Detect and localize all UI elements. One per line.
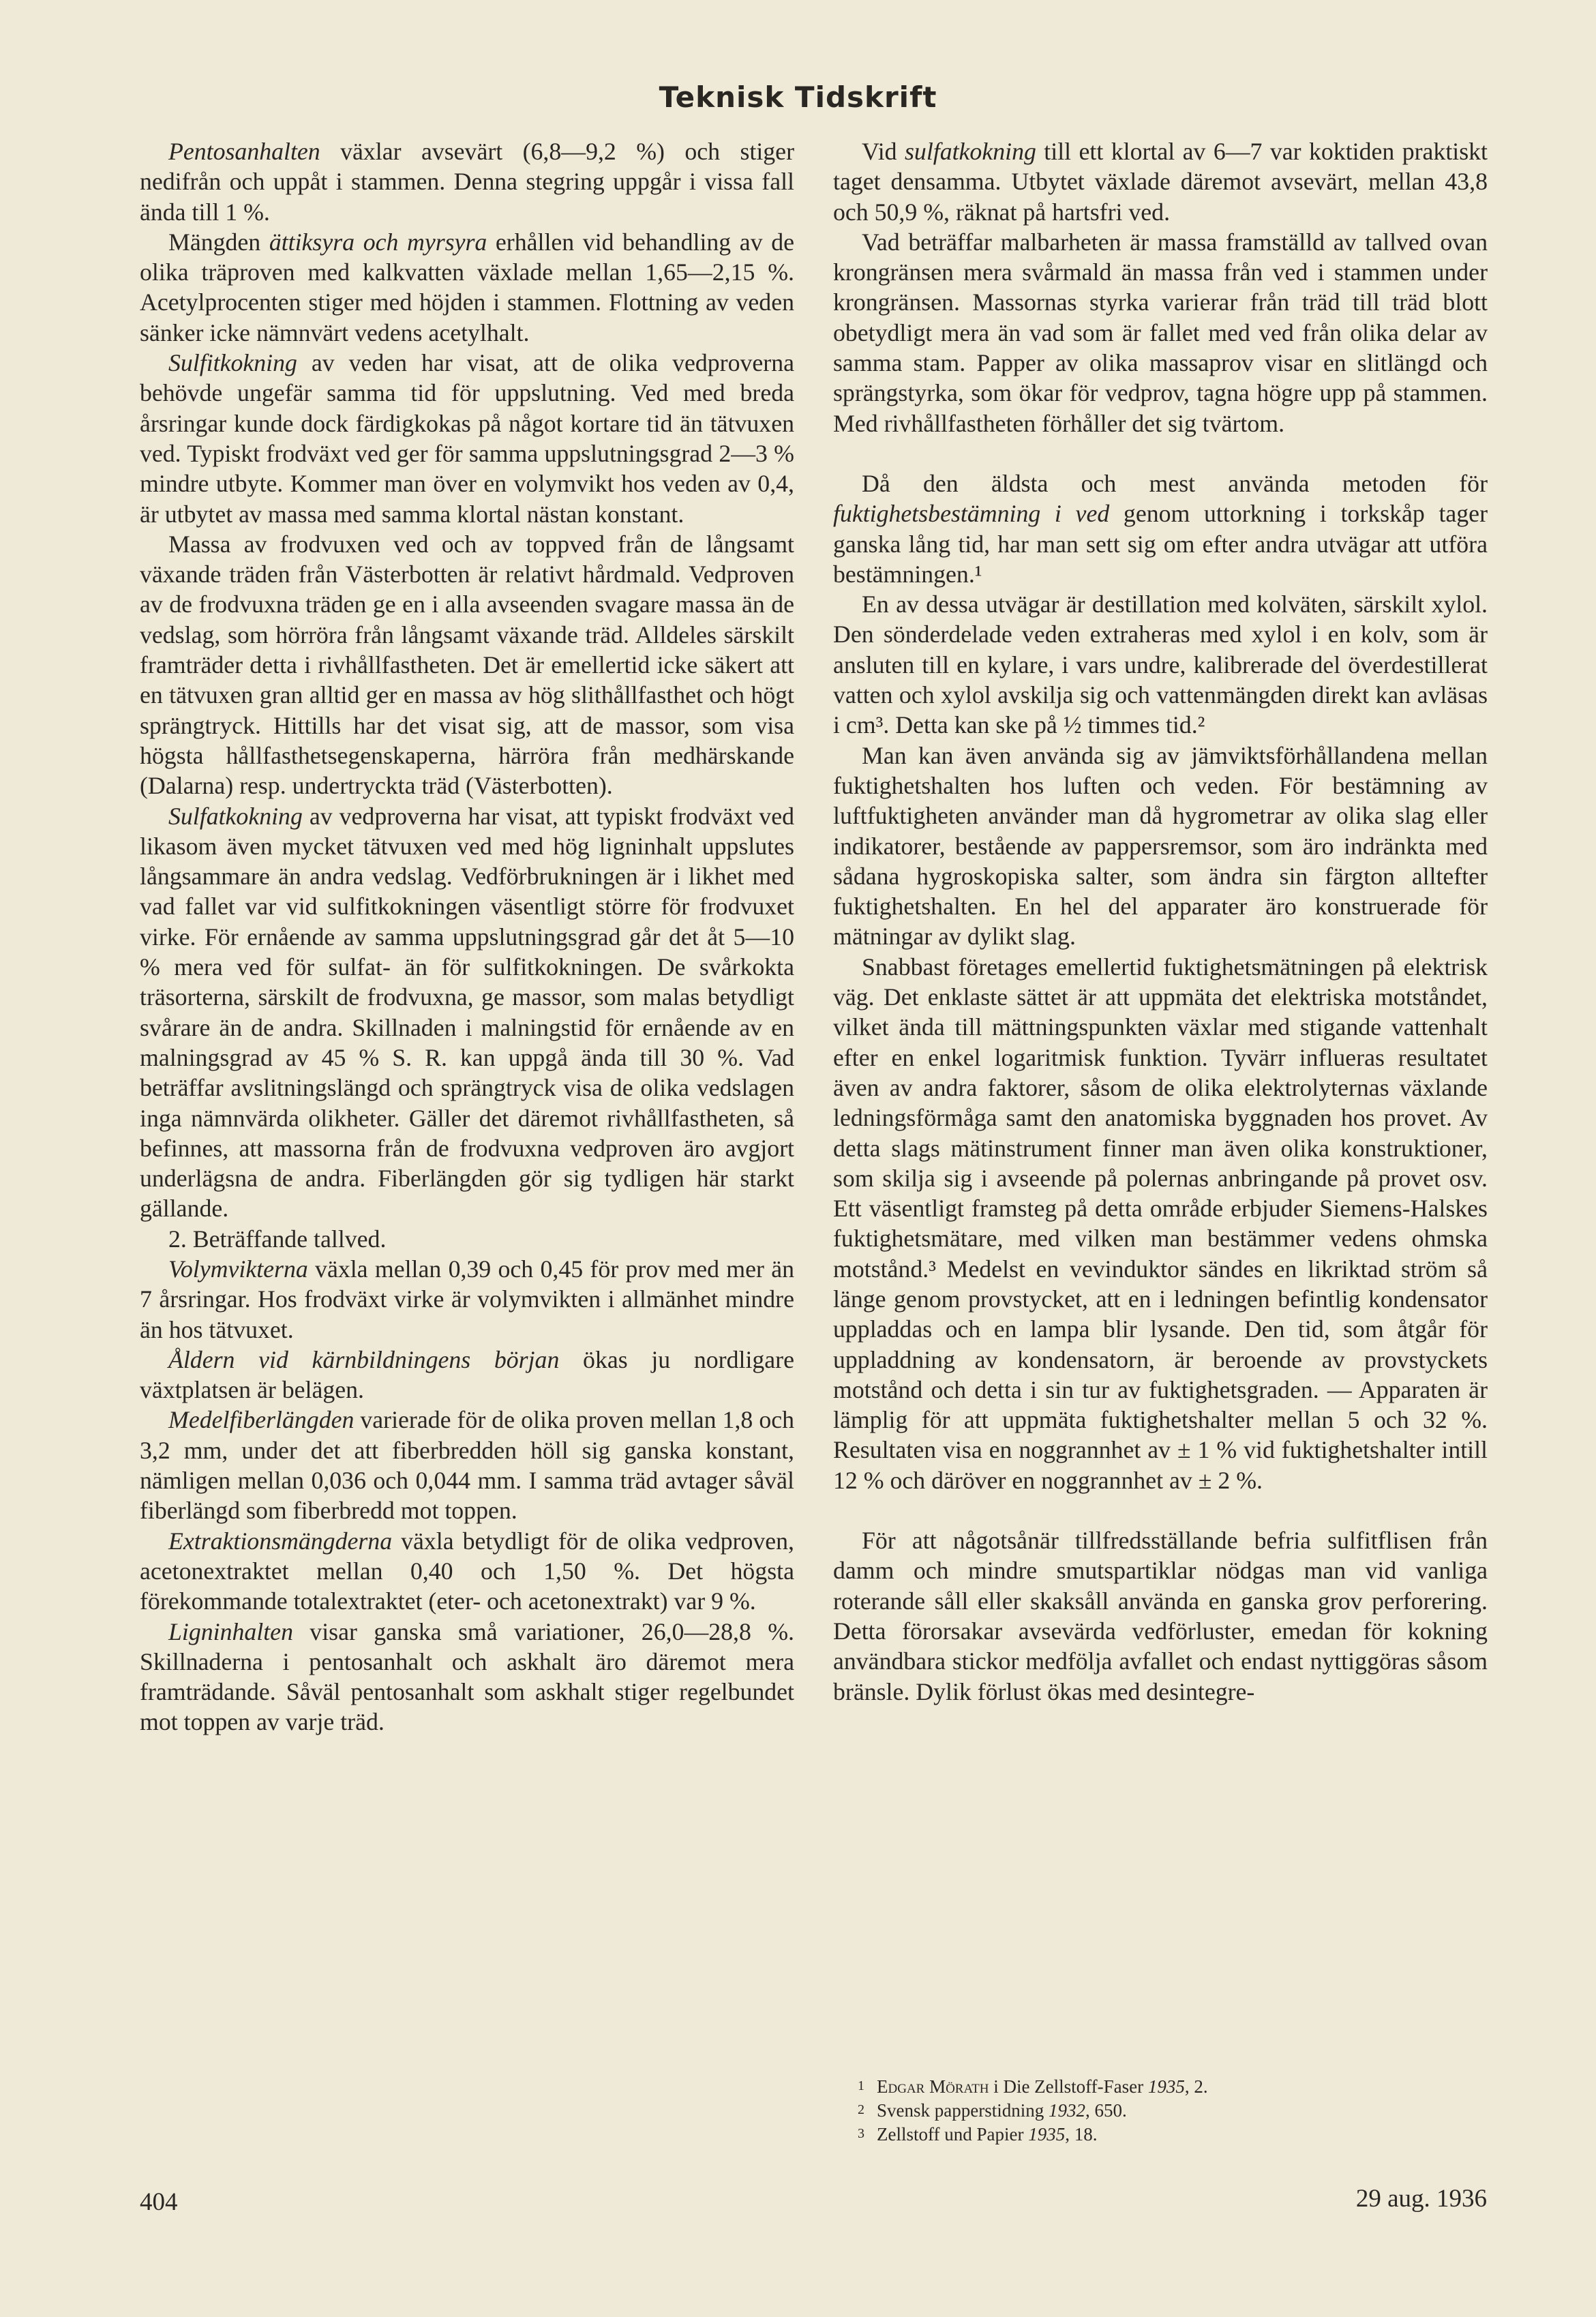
- paragraph-text: 2. Beträffande tallved.: [168, 1225, 387, 1253]
- footnotes: [858, 2074, 1471, 2146]
- footnote-year: 1935: [1028, 2124, 1066, 2144]
- paragraph-text: växlar avsevärt (6,8—9,2 %) och stiger nedifrån och uppåt i stammen. Denna stegring uppgår i vissa fall ända till 1 %.: [140, 138, 794, 226]
- italic-term: Pentosanhalten: [168, 138, 320, 165]
- footnote-page: , 2.: [1184, 2076, 1208, 2097]
- paragraph: [140, 227, 794, 348]
- paragraph-text: till ett klortal av 6—7 var koktiden praktiskt taget densamma. Utbytet växlade däremot avsevärt, mellan 43,8 och 50,9 %, räknat på hartsfri ved.: [833, 138, 1488, 226]
- paragraph: [833, 136, 1488, 227]
- right-column: [833, 136, 1488, 1707]
- paragraph-text: växla mellan 0,39 och 0,45 för prov med mer än 7 årsringar. Hos frodväxt virke är volymvikten i allmänhet mindre än hos tätvuxet.: [140, 1255, 794, 1343]
- paragraph: [833, 952, 1488, 1495]
- paragraph: [140, 801, 794, 1224]
- footnote-source: Zellstoff und Papier: [877, 2124, 1029, 2144]
- paragraph-text: varierade för de olika proven mellan 1,8 och 3,2 mm, under det att fiberbredden höll sig ganska konstant, nämligen mellan 0,036 och 0,044 mm. I samma träd avtager såväl fiberlängd som fiberbredd mot toppen.: [140, 1406, 794, 1525]
- paragraph-text: genom uttorkning i torkskåp tager ganska lång tid, har man sett sig om efter andra utvägar att utföra bestämningen.¹: [833, 500, 1488, 588]
- paragraph: [140, 1224, 794, 1254]
- paragraph: [140, 1405, 794, 1525]
- paragraph: [140, 136, 794, 227]
- paragraph-text: av vedproverna har visat, att typiskt frodväxt ved likasom även mycket tätvuxen ved med hög ligninhalt uppslutes långsammare än andra vedslag. Vedförbrukningen är i likhet med vad fallet var vid sulfitkokningen väsentligt större för frodvuxet virke. För ernående av samma uppslutningsgrad går det åt 5—10 % mera ved för sulfat- än för sulfitkokningen. De svårkokta träsorterna, särskilt de frodvuxna, ge massor, som malas betydligt svårare än de andra. Skillnaden i malningstid för ernående av en malningsgrad av 45 % S. R. kan uppgå ända till 30 %. Vad beträffar avslitningslängd och sprängtryck visa de olika vedslagen inga nämnvärda olikheter. Gäller det däremot rivhållfastheten, så befinnes, att massorna från de frodvuxna vedproven äro avgjort underlägsna de andra. Fiberlängden gör sig tydligen här starkt gällande.: [140, 802, 794, 1223]
- paragraph-text: erhållen vid behandling av de olika träproven med kalkvatten växlade mellan 1,65—2,15 %. Acetylprocenten stiger med höjden i stammen. Flottning av veden sänker icke nämnvärt vedens acetylhalt.: [140, 228, 794, 346]
- italic-term: ättiksyra och myrsyra: [269, 228, 487, 256]
- paragraph: [140, 1345, 794, 1405]
- italic-term: Sulfitkokning: [168, 349, 297, 377]
- paragraph: [833, 468, 1488, 589]
- footnote: [858, 2122, 1471, 2146]
- italic-term: Sulfatkokning: [168, 802, 303, 830]
- paragraph-text: Snabbast företages emellertid fuktighetsmätningen på elektrisk väg. Det enklaste sättet är att uppmäta det elektriska motståndet, vilket ända till mättningspunkten växlar med stigande vattenhalt efter en enkel logaritmisk funktion. Tyvärr influeras resultatet även av andra faktorer, såsom de olika elektrolyternas växlande ledningsförmåga samt den anatomiska byggnaden hos provet. Av detta slags mätinstrument finner man även olika konstruktioner, som skilja sig i avseende på polernas anbringande på provet osv. Ett väsentligt framsteg på detta område erbjuder Siemens-Halskes fuktighetsmätare, med vilken man bestämmer vedens ohmska motstånd.³ Medelst en vevinduktor sändes en likriktad ström så länge genom provstycket, att en i ledningen befintlig kondensator uppladdas och en lampa blir lysande. Den tid, som åtgår för uppladdning av kondensatorn, är beroende av provstyckets motstånd och detta i sin tur av fuktighetsgraden. — Apparaten är lämplig för att uppmäta fuktighetshalter mellan 5 och 32 %. Resultaten visa en noggrannhet av ± 1 % vid fuktighetshalter intill 12 % och däröver en noggrannhet av ± 2 %.: [833, 953, 1488, 1494]
- left-column: [140, 136, 794, 1737]
- footnote: [858, 2074, 1471, 2098]
- footnote-mark: 3: [858, 2126, 864, 2141]
- paragraph: [140, 1526, 794, 1617]
- paragraph: [140, 348, 794, 529]
- journal-header: Teknisk Tidskrift: [659, 80, 937, 114]
- paragraph-text: Då den äldsta och mest använda metoden för: [862, 469, 1488, 497]
- footnote-author: Edgar Mörath: [877, 2076, 989, 2097]
- paragraph-text: visar ganska små variationer, 26,0—28,8 %. Skillnaderna i pentosanhalt och askhalt äro däremot mera framträdande. Såväl pentosanhalt som askhalt stiger regelbundet mot toppen av varje träd.: [140, 1617, 794, 1736]
- paragraph-text: Massa av frodvuxen ved och av toppved från de långsamt växande träden från Västerbotten är relativt hårdmald. Vedproven av de frodvuxna träden ge en i alla avseenden svagare massa än de vedslag, som hörröra från långsamt växande träd. Alldeles särskilt framträder detta i rivhållfastheten. Det är emellertid icke säkert att en tätvuxen gran alltid ger en massa av hög slithållfasthet och högt sprängtryck. Hittills har det visat sig, att de massor, som visa högsta hållfasthetsegenskaperna, härröra från medhärskande (Dalarna) resp. undertryckta träd (Västerbotten).: [140, 530, 794, 800]
- footnote: [858, 2098, 1471, 2122]
- footnote-mark: 1: [858, 2078, 864, 2093]
- paragraph: [833, 589, 1488, 740]
- paragraph-text: ökas ju nordligare växtplatsen är belägen.: [140, 1345, 794, 1404]
- footnote-mark: 2: [858, 2102, 864, 2117]
- paragraph-text: Man kan även använda sig av jämviktsförhållandena mellan fuktighetshalten hos luften och veden. För bestämning av luftfuktigheten använder man då hygrometrar av olika slag eller indikatorer, bestående av pappersremsor, som äro indränkta med sådana hygroskopiska salter, som ändra sin färgton alltefter fuktighetshalten. En hel del apparater äro konstruerade för mätningar av dylikt slag.: [833, 741, 1488, 951]
- paragraph: [833, 227, 1488, 438]
- italic-term: Åldern vid kärnbildningens början: [168, 1345, 560, 1373]
- italic-term: fuktighetsbestämning i ved: [833, 500, 1110, 528]
- footnote-year: 1932: [1048, 2100, 1085, 2121]
- paragraph: [140, 529, 794, 801]
- paragraph-text: Vad beträffar malbarheten är massa framställd av tallved ovan krongränsen mera svårmald än massa från ved i stammen under krongränsen. Massornas styrka varierar från träd till träd blott obetydligt mera än vad som är fallet med ved från olika delar av samma stam. Papper av olika massaprov visar en slitlängd och sprängstyrka, som ökar för vedprov, tagna högre upp på stammen. Med rivhållfastheten förhåller det sig tvärtom.: [833, 228, 1488, 437]
- italic-term: Extraktionsmängderna: [168, 1527, 393, 1555]
- italic-term: Ligninhalten: [168, 1617, 293, 1645]
- italic-term: Medelfiberlängden: [168, 1406, 355, 1434]
- footnote-source: Svensk papperstidning: [877, 2100, 1049, 2121]
- paragraph-text: Mängden: [168, 228, 269, 256]
- footnote-page: , 18.: [1065, 2124, 1098, 2144]
- paragraph-text: av veden har visat, att de olika vedproverna behövde ungefär samma tid för uppslutning. Ved med breda årsringar kunde dock färdigkokas på något kortare tid än tätvuxen ved. Typiskt frodväxt ved ger för samma uppslutningsgrad 2—3 % mindre utbyte. Kommer man över en volymvikt hos veden av 0,4, är utbytet av massa med samma klortal nästan konstant.: [140, 349, 794, 528]
- paragraph: [833, 741, 1488, 952]
- footnote-source: i Die Zellstoff-Faser: [989, 2076, 1148, 2097]
- footnote-year: 1935: [1147, 2076, 1185, 2097]
- paragraph-text: För att någotsånär tillfredsställande befria sulfitflisen från damm och mindre smutspartiklar nödgas man vid vanliga roterande såll eller skaksåll använda en ganska grov perforering. Detta förorsakar avsevärda vedförluster, emedan för kokning användbara stickor medfölja avfallet och endast nyttiggöras såsom bränsle. Dylik förlust ökas med desintegre-: [833, 1527, 1488, 1705]
- footnote-page: , 650.: [1085, 2100, 1127, 2121]
- paragraph: [833, 1525, 1488, 1707]
- page-number: 404: [140, 2188, 178, 2216]
- paragraph-text: En av dessa utvägar är destillation med kolväten, särskilt xylol. Den sönderdelade veden extraheras med xylol i en kolv, som är ansluten till en kylare, i vars undre, kalibrerade del överdestillerat vatten och xylol avskilja sig och vattenmängden direkt kan avläsas i cm³. Detta kan ske på ½ timmes tid.²: [833, 591, 1488, 739]
- italic-term: sulfatkokning: [904, 138, 1036, 165]
- paragraph-text: Vid: [862, 138, 905, 165]
- paragraph: [140, 1254, 794, 1345]
- italic-term: Volymvikterna: [168, 1255, 308, 1283]
- paragraph-text: växla betydligt för de olika vedproven, acetonextraktet mellan 0,40 och 1,50 %. Det högsta förekommande totalextraktet (eter- och acetonextrakt) var 9 %.: [140, 1527, 794, 1615]
- issue-date: 29 aug. 1936: [1355, 2185, 1487, 2213]
- paragraph: [140, 1617, 794, 1737]
